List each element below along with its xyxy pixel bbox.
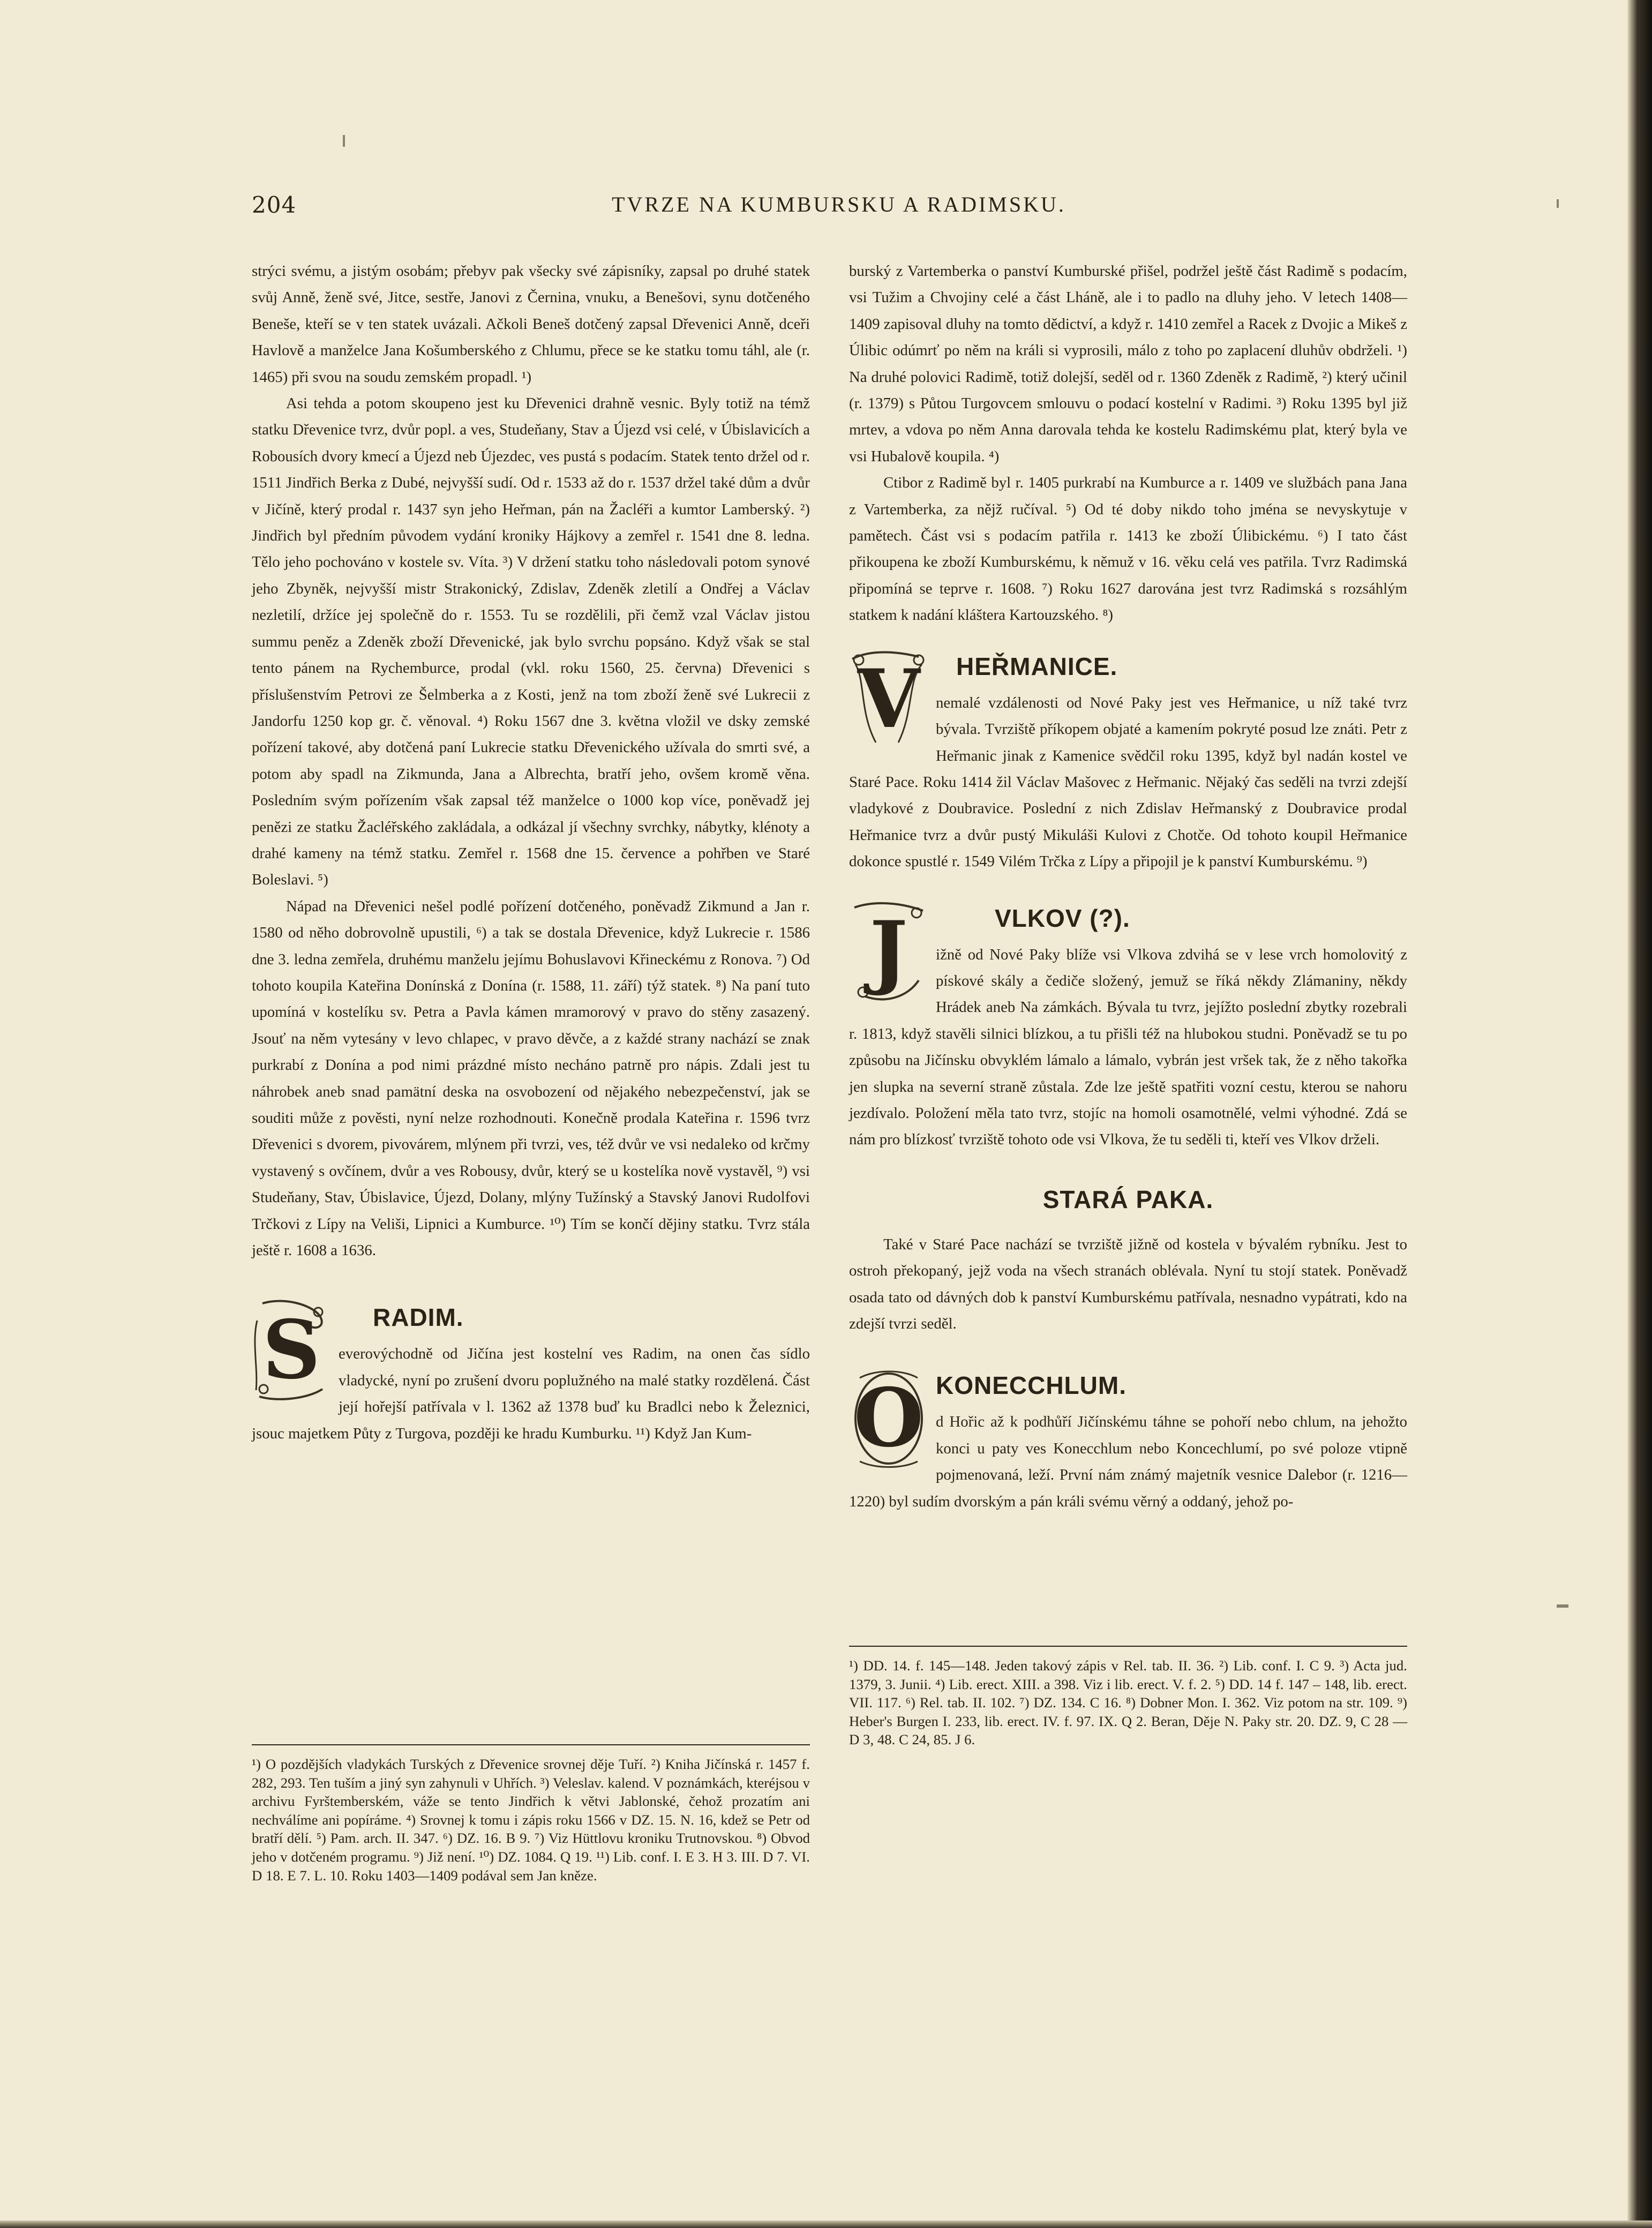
left-column xyxy=(252,258,810,1447)
footnotes-right xyxy=(849,1646,1407,1749)
page-bottom-edge xyxy=(0,2221,1652,2228)
paragraph: Ctibor z Radimě byl r. 1405 purkrabí na Kumburce a r. 1409 ve službách pana Jana z Vartemberka, za nějž ručíval. ⁵) Od té doby nikdo toho jména se nevyskytuje v pamětech. Část vsi s podacím patřila r. 1413 ke zboží Úlibickému. ⁶) I tato část přikoupena ke zboží Kumburskému, k němuž v 16. věku celá ves patřila. Tvrz Radimská připomíná se teprve r. 1608. ⁷) Roku 1627 darována jest tvrz Radimská s rozsáhlým statkem k nadání kláštera Kartouzského. ⁸) xyxy=(849,474,1407,624)
ornate-initial-o xyxy=(849,1367,928,1469)
page-gutter-shadow xyxy=(1627,0,1652,2228)
footnotes-text: ¹) DD. 14. f. 145—148. Jeden takový zápis v Rel. tab. II. 36. ²) Lib. conf. I. C 9. ³) Acta jud. 1379, 3. Junii. ⁴) Lib. erect. XIII. a 398. Viz i lib. erect. V. f. 2. ⁵) DD. 14 f. 147 – 148, lib. erect. VII. 117. ⁶) Rel. tab. II. 102. ⁷) DZ. 134. C 16. ⁸) Dobner Mon. I. 362. Viz potom na str. 109. ⁹) Heber's Burgen I. 233, lib. erect. IV. f. 97. IX. Q 2. Beran, Děje N. Paky str. 20. DZ. 9, C 28 — D 3, 48. C 24, 85. J 6. xyxy=(849,1657,1407,1748)
section-heading: STARÁ PAKA. xyxy=(1042,1185,1214,1213)
initial-letter: S xyxy=(262,1303,321,1398)
initial-letter: V xyxy=(857,651,920,746)
right-column xyxy=(849,258,1407,1515)
footnotes-text: ¹) O pozdějších vladykách Turských z Dřevenice srovnej děje Tuří. ²) Kniha Jičínská r. 1457 f. 282, 293. Ten tuším a jiný syn zahynuli v Uhřích. ³) Veleslav. kalend. V poznámkách, kteréjsou v archivu Fyrštemberském, váže se tento Jindřich k větvi Jablonské, čehož prozatím ani nechválíme ani popíráme. ⁴) Srovnej k tomu i zápis roku 1566 v DZ. 15. N. 16, kdež se Petr od bratří dělí. ⁵) Pam. arch. II. 347. ⁶) DZ. 16. B 9. ⁷) Viz Hüttlovu kroniku Trutnovskou. ⁸) Obvod jeho v dotčeném programu. ⁹) Již není. ¹⁰) DZ. 1084. Q 19. ¹¹) Lib. conf. I. E 3. H 3. III. D 7. VI. D 18. E 7. L. 10. Roku 1403—1409 podával sem Jan kněze. xyxy=(252,1756,810,1884)
ornate-initial-j xyxy=(849,900,928,1002)
paragraph: nemalé vzdálenosti od Nové Paky jest ves Heřmanice, u níž také tvrz bývala. Tvrziště příkopem objaté a kamením pokryté posud lze znáti. Petr z Heřmanic jinak z Kamenice svědčil roku 1395, když byl nadán kostel ve Staré Pace. Roku 1414 žil Václav Mašovec z Heřmanic. Nějaký čas seděli na tvrzi zdejší vladykové z Doubravice. Poslední z nich Zdislav Heřmanský z Doubravice prodal Heřmanice tvrz a dvůr pustý Mikuláši Kulovi z Chotče. Od tohoto koupil Heřmanice dokonce spustlé r. 1549 Vilém Trčka z Lípy a připojil je k panství Kumburskému. ⁹) xyxy=(849,694,1407,871)
paragraph: Asi tehda a potom skoupeno jest ku Dřevenici drahně vesnic. Byly totiž na témž statku Dřevenice tvrz, dvůr popl. a ves, Studeňany, Stav a Újezd vsi celé, v Úbislavicích a Robousích dvory kmecí a Újezd neb Újezdec, ves pustá s podacím. Statek tento držel od r. 1511 Jindřich Berka z Dubé, nejvyšší sudí. Od r. 1533 až do r. 1537 držel také dům a dvůr v Jičíně, který prodal r. 1437 syn jeho Heřman, pán na Žacléři a kumtor Lamberský. ²) Jindřich byl předním původem vydání kroniky Hájkovy a zemřel r. 1541 dne 8. ledna. Tělo jeho pochováno v kostele sv. Víta. ³) V držení statku toho následovali potom synové jeho Zbyněk, nejvyšší mistr Strakonický, Zdislav, Zdeněk zletilí a Ondřej a Václav nezletilí, držíce jej společně do r. 1553. Tu se rozdělili, při čemž vzal Václav jistou summu peněz a Zdeněk zboží Dřevenické, jak bylo svrchu popsáno. Když však se stal tento pánem na Rychemburce, prodal (vkl. roku 1560, 25. června) Dřevenici s příslušenstvím Petrovi ze Šelmberka a z Kosti, jenž na tom zboží ženě své Lukrecii z Jandorfu 1250 kop gr. č. věnoval. ⁴) Roku 1567 dne 3. května vložil ve dsky zemské pořízení takové, aby dotčená paní Lukrecie statku Dřevenického užívala do smrti své, a potom aby spadl na Zikmunda, Jana a Albrechta, bratří jeho, ovšem kromě věna. Posledním svým pořízením však zapsal též manželce o 1000 kop více, poněvadž jej penězi ze statku Žacléřského zakládala, a odkázal jí všechny svrchky, nábytky, klénoty a drahé kameny na témž statku. Zemřel r. 1568 dne 15. července a pohřben ve Staré Boleslavi. ⁵) xyxy=(252,395,810,889)
margin-mark xyxy=(343,135,345,147)
margin-mark xyxy=(1557,1604,1568,1608)
section-heading: HEŘMANICE. xyxy=(956,652,1118,680)
paragraph: burský z Vartemberka o panství Kumburské přišel, podržel ještě část Radimě s podacím, vsi Tužim a Chvojiny celé a část Lháně, ale i to padlo na dluhy jeho. V letech 1408—1409 zapisoval dluhy na tomto dědictví, a když r. 1410 zemřel a Racek z Dvojic a Mikeš z Úlibic odúmrť po něm na králi si vyprosili, málo z toho po zaplacení dluhův obdrželi. ¹) Na druhé polovici Radimě, totiž dolejší, seděl od r. 1360 Zdeněk z Radimě, ²) který učinil (r. 1379) s Půtou Turgovcem smlouvu o podací kostelní v Radimi. ³) Roku 1395 byl již mrtev, a vdova po něm Anna darovala tehda ke kostelu Radimskému plat, který byla ve vsi Hubalově koupila. ⁴) xyxy=(849,262,1407,465)
section-heading: RADIM. xyxy=(373,1303,464,1332)
ornate-initial-s xyxy=(252,1299,331,1401)
paragraph: Nápad na Dřevenici nešel podlé pořízení dotčeného, poněvadž Zikmund a Jan r. 1580 od něho dobrovolně upustili, ⁶) a tak se dostala Dřevenice, když Lukrecie r. 1586 dne 3. ledna zemřela, druhému manželu jejímu Bohuslavovi Křineckému z Ronova. ⁷) Od tohoto koupila Kateřina Donínská z Donína (r. 1588, 11. září) týž statek. ⁸) Na paní tuto upomíná v kostelíku sv. Petra a Pavla kámen mramorový v pravo do stěny zasazený. Jsouť na něm vytesány v levo chlapec, v pravo děvče, a z každé strany nachází se znak purkrabí z Donína a pod nimi prázdné místo necháno patrně pro nápis. Zdali jest tu náhrobek aneb snad pamätní deska na osvobození od nějakého nebezpečenství, jak se souditi může z pověsti, nyní nelze rozhodnouti. Konečně prodala Kateřina r. 1596 tvrz Dřevenici s dvorem, pivovárem, mlýnem při tvrzi, ves, též dvůr ve vsi nedaleko od krčmy vystavený s ovčínem, dvůr a ves Robousy, dvůr, který se u kostelíka nově vystavěl, ⁹) vsi Studeňany, Stav, Úbislavice, Újezd, Dolany, mlýny Tužínský a Stavský Janovi Rudolfovi Trčkovi z Lípy na Veliši, Lipnici a Kumburce. ¹⁰) Tím se končí dějiny statku. Tvrz stála ještě r. 1608 a 1636. xyxy=(252,897,810,1259)
ornate-initial-v xyxy=(849,648,928,750)
section-stara-paka xyxy=(849,1183,1407,1338)
initial-letter: J xyxy=(869,903,908,998)
initial-letter: O xyxy=(853,1371,924,1466)
paragraph: ižně od Nové Paky blíže vsi Vlkova zdvihá se v lese vrch homolovitý z pískové skály a čediče složený, jemuž se říká někdy Zlámaniny, někdy Hrádek aneb Na zámkách. Bývala tu tvrz, jejížto poslední zbytky rozebrali r. 1813, když stavěli silnici blízkou, a tu přišli též na hlubokou studni. Poněvadž se tu po způsobu na Jičínsku obvyklém lámalo a lámalo, vybrán jest vršek tak, že z něho takořka jen slupka na severní straně zůstala. Zde lze ještě spatřiti vozní cestu, kterou se nahoru jezdívalo. Položení měla tato tvrz, stojíc na homoli osamotnělé, velmi výhodné. Zdá se nám pro blízkosť tvrziště tohoto ode vsi Vlkova, že tu seděli ti, kteří ves Vlkov drželi. xyxy=(849,946,1407,1149)
section-radim xyxy=(252,1301,810,1447)
page-number: 204 xyxy=(252,192,297,218)
section-vlkov xyxy=(849,902,1407,1153)
section-konecchlum xyxy=(849,1369,1407,1515)
paragraph: Také v Staré Pace nachází se tvrziště jižně od kostela v bývalém rybníku. Jest to ostroh překopaný, jejž voda na všech stranách oblévala. Nyní tu stojí statek. Poněvadž osada tato od dávných dob k panství Kumburskému patřívala, nesnadno vypátrati, kdo na zdejší tvrzi seděl. xyxy=(849,1235,1407,1332)
section-heading: VLKOV (?). xyxy=(995,904,1130,932)
footnotes-left xyxy=(252,1744,810,1885)
margin-mark xyxy=(1557,199,1559,208)
page-header xyxy=(252,192,1393,229)
paragraph: everovýchodně od Jičína jest kostelní ves Radim, na onen čas sídlo vladycké, nyní po zrušení dvoru poplužného na malé statky rozdělená. Část její hořejší patřívala v l. 1362 až 1378 buď ku Bradlci nebo k Železnici, jsouc majetkem Půty z Turgova, později ke hradu Kumburku. ¹¹) Když Jan Kum- xyxy=(252,1345,810,1442)
section-heading: KONECCHLUM. xyxy=(936,1371,1127,1400)
paragraph: d Hořic až k podhůří Jičínskému táhne se pohoří nebo chlum, na jehožto konci u paty ves Konecchlum nebo Koncechlumí, po své poloze vtipně pojmenovaná, leží. První nám známý majetník vesnice Dalebor (r. 1216—1220) byl sudím dvorským a pán králi svému věrný a oddaný, jehož po- xyxy=(849,1413,1407,1510)
paragraph: strýci svému, a jistým osobám; přebyv pak všecky své zápisníky, zapsal po druhé statek svůj Anně, ženě své, Jitce, sestře, Janovi z Černina, vnuku, a Benešovi, synu dotčeného Beneše, kteří se v ten statek uvázali. Ačkoli Beneš dotčený zapsal Dřevenici Anně, dceři Havlově a manželce Jana Košumberského z Chlumu, přece se ke statku tomu táhl, ale (r. 1465) při svou na soudu zemském propadl. ¹) xyxy=(252,262,810,386)
running-title: TVRZE NA KUMBURSKU A RADIMSKU. xyxy=(612,192,1066,216)
section-hermanice xyxy=(849,650,1407,875)
